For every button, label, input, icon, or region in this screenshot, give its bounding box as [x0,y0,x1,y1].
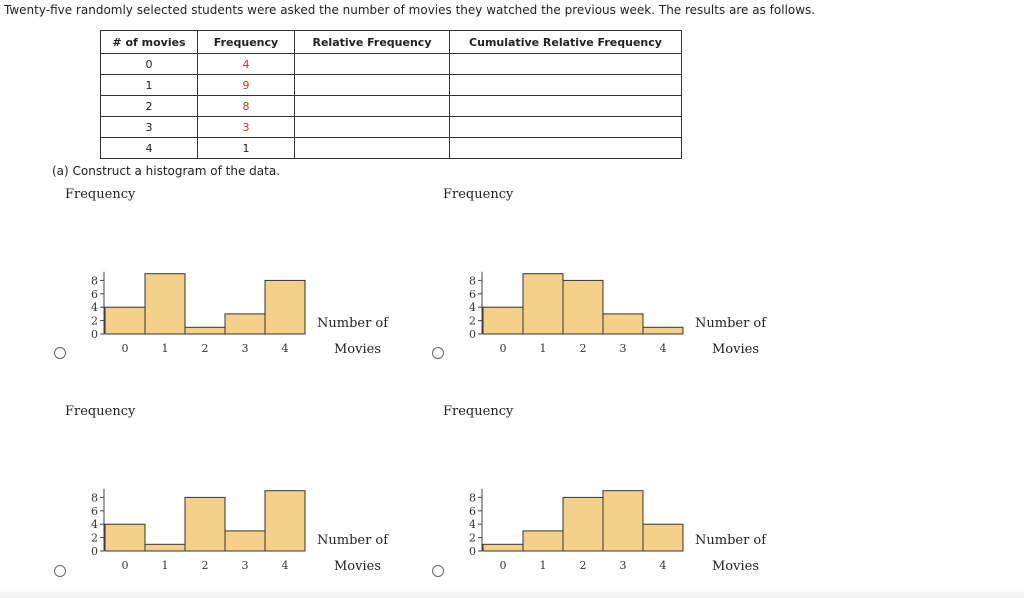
y-tick-label: 2 [469,314,476,328]
radio-option-c[interactable] [54,565,66,577]
histogram-bar [483,307,523,334]
x-tick-label: 3 [241,342,249,355]
x-tick-label: 4 [281,342,289,355]
x-axis-title-line2: Movies [334,559,382,574]
table-header-row [101,31,682,54]
x-axis-title-line2: Movies [334,342,382,357]
histogram-bar [105,307,145,334]
x-axis-title-line2: Movies [712,342,760,357]
y-tick-label: 4 [91,518,98,532]
cell-frequency: 8 [198,96,295,117]
y-tick-label: 8 [91,491,98,505]
histogram-bar [225,314,265,334]
radio-option-a[interactable] [54,347,66,359]
header-cumulative-relative-frequency: Cumulative Relative Frequency [450,31,682,54]
cell-cumulative-blank [450,75,682,96]
y-tick-label: 0 [469,328,476,341]
y-tick-label: 8 [469,274,476,288]
cell-movies: 1 [101,75,198,96]
histogram-bar [185,497,225,551]
y-tick-label: 0 [91,328,98,341]
histogram-bar [265,491,305,551]
x-tick-label: 0 [121,559,129,572]
histogram-bar [643,524,683,551]
histogram-option-d [418,397,778,597]
x-tick-label: 2 [201,559,209,572]
histogram-option-a [40,180,400,380]
y-tick-label: 6 [469,287,476,301]
x-tick-label: 4 [281,559,289,572]
table-row [101,96,682,117]
y-axis-title: Frequency [443,404,514,419]
x-tick-label: 4 [659,342,667,355]
x-tick-label: 3 [241,559,249,572]
x-axis-title-line2: Movies [712,559,760,574]
x-tick-label: 1 [539,559,547,572]
cell-movies: 0 [101,54,198,75]
y-tick-label: 4 [469,518,476,532]
x-tick-label: 3 [619,559,627,572]
histogram-bar [523,274,563,334]
cell-movies: 4 [101,138,198,159]
x-tick-label: 2 [579,559,587,572]
cell-cumulative-blank [450,54,682,75]
x-axis-title-line1: Number of [317,316,389,331]
frequency-table [100,30,682,159]
table-row [101,117,682,138]
x-tick-label: 1 [161,342,169,355]
cell-cumulative-blank [450,138,682,159]
histogram-bar [225,531,265,551]
radio-option-b[interactable] [432,347,444,359]
y-tick-label: 0 [91,545,98,558]
x-axis-title-line1: Number of [695,316,767,331]
y-tick-label: 2 [91,531,98,545]
y-tick-label: 2 [91,314,98,328]
histogram-bar [145,544,185,551]
cell-frequency: 4 [198,54,295,75]
histogram-bar [483,544,523,551]
y-axis-title: Frequency [65,404,136,419]
table-row [101,54,682,75]
y-axis-title: Frequency [65,187,136,202]
histogram-bar [185,327,225,334]
cell-relative-frequency-blank [295,54,450,75]
cell-frequency: 3 [198,117,295,138]
part-a-instruction: (a) Construct a histogram of the data. [52,164,281,178]
y-tick-label: 6 [469,504,476,518]
histogram-bar [603,491,643,551]
histogram-bar [145,274,185,334]
x-axis-title-line1: Number of [317,533,389,548]
x-tick-label: 2 [579,342,587,355]
x-axis-title-line1: Number of [695,533,767,548]
cell-relative-frequency-blank [295,75,450,96]
y-tick-label: 2 [469,531,476,545]
cell-cumulative-blank [450,117,682,138]
y-tick-label: 8 [469,491,476,505]
table-row [101,138,682,159]
question-prompt: Twenty-five randomly selected students were asked the number of movies they watched the previous week. The results are as follows. [4,3,816,17]
y-tick-label: 0 [469,545,476,558]
header-movies: # of movies [101,31,198,54]
x-tick-label: 3 [619,342,627,355]
y-tick-label: 6 [91,287,98,301]
x-tick-label: 0 [499,342,507,355]
x-tick-label: 0 [499,559,507,572]
y-tick-label: 8 [91,274,98,288]
histogram-option-c [40,397,400,597]
cell-movies: 2 [101,96,198,117]
histogram-bar [523,531,563,551]
cell-cumulative-blank [450,96,682,117]
bottom-fade [0,586,1024,598]
x-tick-label: 2 [201,342,209,355]
y-axis-title: Frequency [443,187,514,202]
x-tick-label: 0 [121,342,129,355]
cell-relative-frequency-blank [295,117,450,138]
cell-movies: 3 [101,117,198,138]
histogram-bar [265,280,305,334]
cell-relative-frequency-blank [295,96,450,117]
histogram-option-b [418,180,778,380]
histogram-bar [603,314,643,334]
histogram-bar [563,497,603,551]
cell-frequency: 9 [198,75,295,96]
histogram-bar [643,327,683,334]
x-tick-label: 1 [161,559,169,572]
x-tick-label: 1 [539,342,547,355]
y-tick-label: 4 [91,301,98,315]
table-row [101,75,682,96]
cell-frequency: 1 [198,138,295,159]
y-tick-label: 4 [469,301,476,315]
radio-option-d[interactable] [432,565,444,577]
x-tick-label: 4 [659,559,667,572]
histogram-bar [105,524,145,551]
cell-relative-frequency-blank [295,138,450,159]
header-relative-frequency: Relative Frequency [295,31,450,54]
histogram-bar [563,280,603,334]
header-frequency: Frequency [198,31,295,54]
y-tick-label: 6 [91,504,98,518]
